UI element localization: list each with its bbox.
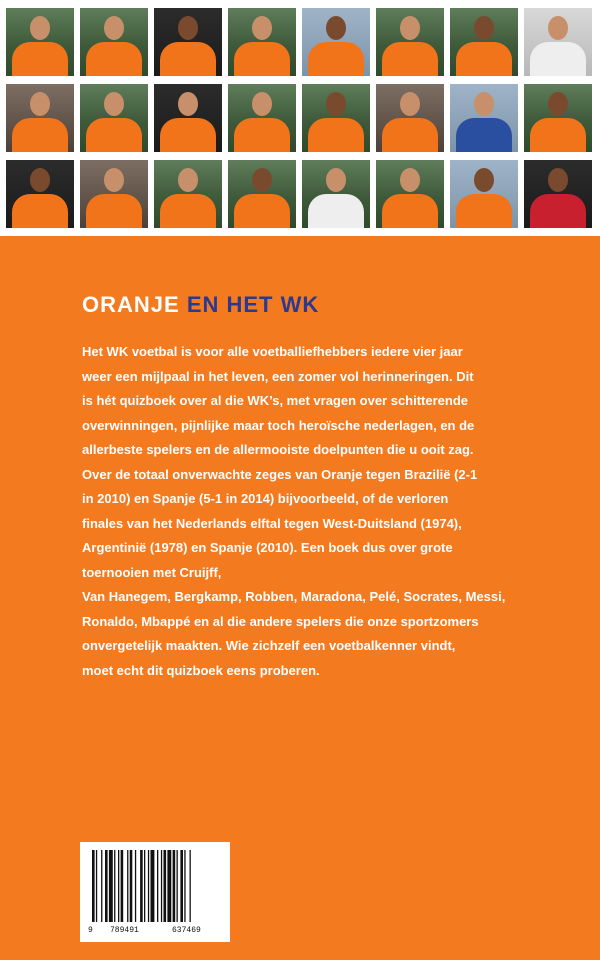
barcode-bar: [177, 850, 178, 922]
player-photo-grid: [0, 0, 600, 236]
blurb-line: toernooien met Cruijff,: [82, 564, 222, 580]
barcode-bar: [105, 850, 108, 922]
title-part-2: EN HET WK: [186, 292, 320, 317]
player-photo-icon: [376, 8, 444, 76]
player-photo-icon: [228, 84, 296, 152]
barcode-bar: [140, 850, 143, 922]
barcode-bar: [148, 850, 149, 922]
photo-row-3: [6, 160, 596, 228]
barcode-digits-right: 637469: [172, 926, 201, 935]
player-photo-icon: [524, 160, 592, 228]
barcode-bar: [173, 850, 176, 922]
player-photo-icon: [228, 160, 296, 228]
barcode-bar: [92, 850, 95, 922]
blurb-line: finales van het Nederlands elftal tegen West-Duitsland (1974),: [82, 515, 462, 531]
barcode-bar: [144, 850, 145, 922]
isbn-barcode: [80, 842, 230, 942]
blurb-line: in 2010) en Spanje (5-1 in 2014) bijvoorbeeld, of de verloren: [82, 491, 449, 506]
barcode-bar: [96, 850, 97, 922]
blurb-line: Ronaldo, Mbappé en al die andere spelers die onze sportzomers: [82, 613, 479, 629]
barcode-digits-left: 789491: [110, 926, 139, 935]
blurb-line: onvergetelijk maakten. Wie zichzelf een voetbalkenner vindt,: [82, 638, 456, 653]
player-photo-icon: [376, 84, 444, 152]
barcode-bar: [161, 850, 162, 922]
barcode-bar: [180, 850, 183, 922]
blurb-text: [82, 340, 522, 683]
blurb-line: Van Hanegem, Bergkamp, Robben, Maradona, Pelé, Socrates, Messi,: [82, 589, 506, 604]
barcode-bar: [121, 850, 124, 922]
blurb-line: Over de totaal onverwachte zeges van Oranje tegen Brazilië (2-1: [82, 466, 478, 482]
book-title: [82, 292, 319, 318]
barcode-bar: [130, 850, 133, 922]
barcode-bar: [151, 850, 155, 922]
player-photo-icon: [154, 84, 222, 152]
player-photo-icon: [154, 8, 222, 76]
player-photo-icon: [80, 160, 148, 228]
barcode-bar: [164, 850, 167, 922]
player-photo-icon: [6, 84, 74, 152]
title-part-1: ORANJE: [82, 292, 180, 317]
blurb-line: is hét quizboek over al die WK’s, met vragen over schitterende: [82, 393, 469, 408]
barcode-bar: [190, 850, 191, 922]
barcode-bar: [135, 850, 136, 922]
barcode-bar: [157, 850, 158, 922]
barcode-bar: [118, 850, 119, 922]
photo-row-2: [6, 84, 596, 152]
player-photo-icon: [154, 160, 222, 228]
player-photo-icon: [302, 160, 370, 228]
barcode-digit-first: 9: [88, 926, 93, 935]
barcode-bar: [109, 850, 113, 922]
player-photo-icon: [450, 84, 518, 152]
barcode-bars-icon: [90, 850, 220, 922]
blurb-line: Het WK voetbal is voor alle voetballiefhebbers iedere vier jaar: [82, 344, 463, 359]
blurb-line: Argentinië (1978) en Spanje (2010). Een boek dus over grote: [82, 540, 453, 555]
blurb-line: allerbeste spelers en de allermooiste doelpunten die u ooit zag.: [82, 442, 474, 457]
player-photo-icon: [524, 8, 592, 76]
barcode-bar: [101, 850, 102, 922]
photo-row-1: [6, 8, 596, 76]
player-photo-icon: [450, 160, 518, 228]
blurb-line: moet echt dit quizboek eens proberen.: [82, 662, 320, 678]
barcode-bar: [127, 850, 128, 922]
blurb-line: overwinningen, pijnlijke maar toch heroïsche nederlagen, en de: [82, 417, 475, 433]
player-photo-icon: [302, 8, 370, 76]
blurb-line: weer een mijlpaal in het leven, een zomer vol herinneringen. Dit: [82, 368, 474, 384]
player-photo-icon: [6, 8, 74, 76]
player-photo-icon: [450, 8, 518, 76]
player-photo-icon: [80, 84, 148, 152]
player-photo-icon: [80, 8, 148, 76]
player-photo-icon: [376, 160, 444, 228]
barcode-bar: [167, 850, 171, 922]
player-photo-icon: [302, 84, 370, 152]
barcode-bar: [114, 850, 115, 922]
player-photo-icon: [228, 8, 296, 76]
player-photo-icon: [524, 84, 592, 152]
barcode-bar: [184, 850, 185, 922]
player-photo-icon: [6, 160, 74, 228]
